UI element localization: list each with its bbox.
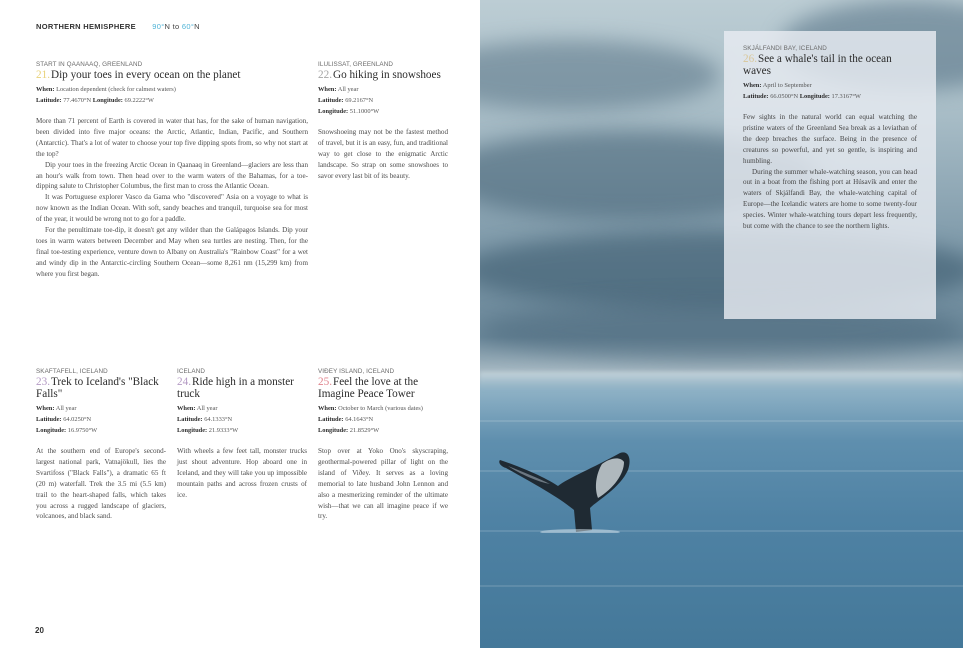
left-page [0, 0, 480, 648]
entry-when: When: All year [36, 405, 77, 412]
section-title: NORTHERN HEMISPHERE [36, 22, 136, 31]
entry-25 [318, 368, 448, 522]
page-number: 20 [35, 626, 44, 635]
entry-title: 24.Ride high in a monster truck [177, 376, 294, 400]
cloud [480, 40, 720, 110]
entry-title: 22.Go hiking in snowshoes [318, 69, 441, 81]
entry-location: ILULISSAT, GREENLAND [318, 61, 394, 68]
entry-21 [36, 61, 308, 280]
entry-body: With wheels a few feet tall, monster trucks just shout adventure. Hop aboard one in Iceland, and they will take you up impossible mountain paths and across frozen crusts of ice. [177, 447, 307, 499]
entry-when: When: October to March (various dates) [318, 405, 423, 412]
entry-number: 21. [36, 69, 50, 81]
entry-when: When: All year [318, 86, 359, 93]
entry-longitude: Longitude: 21.9333°W [177, 427, 239, 434]
entry-title: 21.Dip your toes in every ocean on the planet [36, 69, 241, 81]
entry-when: When: Location dependent (check for calmest waters) [36, 86, 176, 93]
entry-longitude: Longitude: 51.1000°W [318, 108, 380, 115]
entry-longitude: Longitude: 16.9750°W [36, 427, 98, 434]
entry-24 [177, 368, 307, 501]
entry-longitude: Longitude: 21.8529°W [318, 427, 380, 434]
entry-latitude: Latitude: 64.1643°N [318, 416, 374, 423]
entry-title: 25.Feel the love at the Imagine Peace Tower [318, 376, 419, 400]
entry-when: When: April to September [743, 82, 812, 89]
whale-photo [480, 0, 963, 648]
entry-number: 23. [36, 376, 50, 388]
entry-latitude: Latitude: 64.0250°N [36, 416, 92, 423]
entry-body: At the southern end of Europe's second-largest national park, Vatnajökull, lies the Svartifoss ("Black Falls"), a dramatic 65 ft (20 m) waterfall. Trek the 3.5 mi (5.5 km) trail to the heart-shaped falls, which takes you across a rugged landscape of glaciers, volcanoes, and black sand. [36, 447, 166, 521]
whale-tail-icon [498, 448, 633, 533]
entry-22 [318, 61, 448, 182]
entry-location: ICELAND [177, 368, 205, 375]
entry-23 [36, 368, 166, 522]
entry-body: Few sights in the natural world can equal watching the pristine waters of the Greenland Sea break as a leviathan of the deep breaches the surface. Being in the presence of creatures so powerful, and yet so gentle, is inspiring and humbling. During the summer whale-watching season, you can head out in a boat from the fishing port at Húsavík and enter the waters of Skjálfandi Bay, the whale-watching capital of Europe—the Icelandic waters are home to some twenty-four species. Winter whale-watching tours depart less frequently, but come with the chance to see the northern lights. [743, 113, 917, 231]
entry-number: 24. [177, 376, 191, 388]
entry-title: 26.See a whale's tail in the ocean waves [743, 53, 892, 77]
entry-body: More than 71 percent of Earth is covered in water that has, for the sake of human navigation, been divided into five major oceans: the Arctic, Atlantic, Indian, Pacific, and Southern (Antarctic). That's a lot of water to choose your top five dipping spots from, so why not start at the top? Dip your toes in the freezing Arctic Ocean in Qaanaaq in Greenland—glaciers are less than an hour's walk from town. Then head over to the warm waters of the Bahamas, for a toe-dipping salute to Christopher Columbus, the first man to cross the Atlantic Ocean. It was Portuguese explorer Vasco da Gama who "discovered" Asia on a voyage to what is now known as the Indian Ocean. With soft, sandy beaches and tranquil, turquoise sea for most of the year, it would be wrong not to go for a paddle. For the penultimate toe-dip, it doesn't get any wilder than the Galápagos Islands. Dip your toes in warm waters between December and May when sea turtles are nesting. Then, for the final toe-testing experience, venture down to Albany on Australia's "Rainbow Coast" for a wet and windy dip in the Antarctic-circling Southern Ocean—some 8,261 nm (15,299 km) from where you first began. [36, 117, 308, 278]
entry-body: Snowshoeing may not be the fastest method of travel, but it is an easy, fun, and traditional way to get close to the enigmatic Arctic landscape. So strap on some snowshoes to savor every last bit of its beauty. [318, 128, 448, 180]
entry-body: Stop over at Yoko Ono's skyscraping, geothermal-powered pillar of light on the island of Viðey. It serves as a loving memorial to late husband John Lennon and also a mesmerizing reminder of the ultimate wish—that we can all imagine peace if we try. [318, 447, 448, 521]
entry-location: START IN QAANAAQ, GREENLAND [36, 61, 143, 68]
entry-title: 23.Trek to Iceland's "Black Falls" [36, 376, 159, 400]
horizon [480, 372, 963, 388]
entry-number: 26. [743, 53, 757, 65]
entry-26-info-box [724, 31, 936, 319]
entry-number: 25. [318, 376, 332, 388]
entry-coordinates: Latitude: 66.0500°N Longitude: 17.3167°W [743, 93, 861, 100]
entry-location: VIÐEY ISLAND, ICELAND [318, 368, 395, 375]
entry-number: 22. [318, 69, 332, 81]
entry-latitude: Latitude: 64.1333°N [177, 416, 233, 423]
entry-location: SKAFTAFELL, ICELAND [36, 368, 108, 375]
entry-coordinates: Latitude: 77.4670°N Longitude: 69.2222°W [36, 97, 154, 104]
entry-latitude: Latitude: 69.2167°N [318, 97, 374, 104]
latitude-range: 90°N to 60°N [152, 22, 200, 31]
running-head [36, 22, 200, 31]
entry-location: SKJÁLFANDI BAY, ICELAND [743, 45, 827, 52]
entry-when: When: All year [177, 405, 218, 412]
